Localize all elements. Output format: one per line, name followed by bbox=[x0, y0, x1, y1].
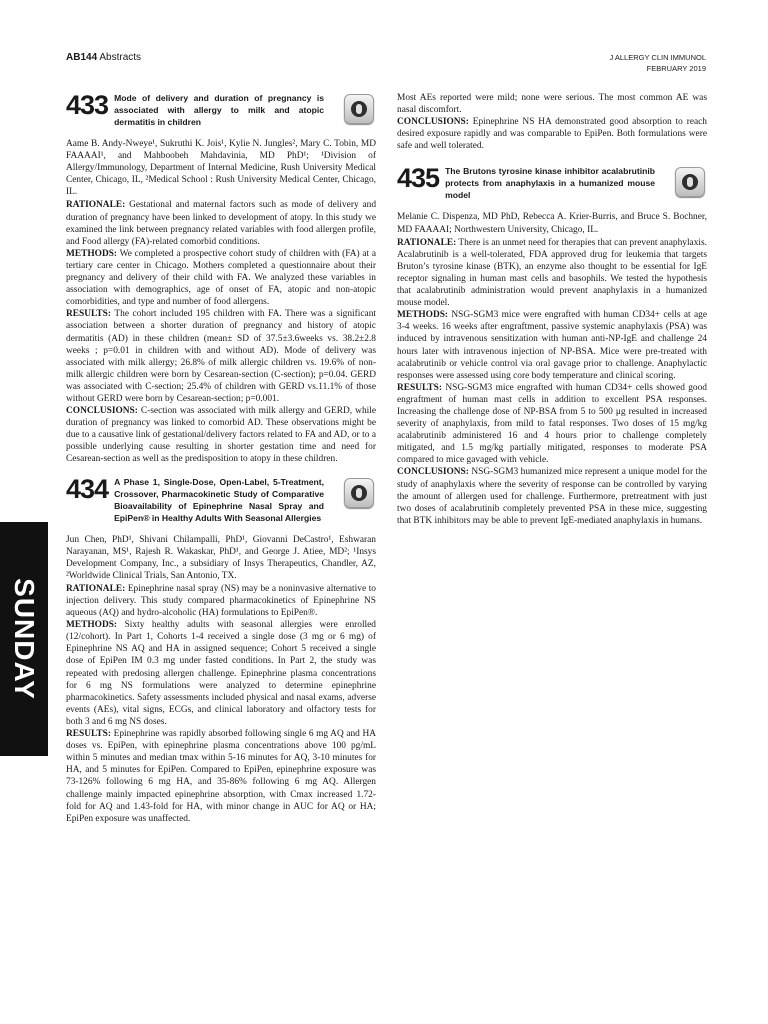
speaker-badge-icon bbox=[344, 478, 374, 508]
journal-name: J ALLERGY CLIN IMMUNOL bbox=[609, 53, 706, 62]
section-text: The cohort included 195 children with FA. There was a significant association between a shorter duration of pregnancy and history of atopic dermatitis (AD) in these children (mean± SD of 37.5±3.6weeks vs. 38.2±2.8 weeks ; p=0.01 in children with and without AD). Mode of delivery was associated with milk allergy; 26.8% of milk allergic children vs. 19.6% of non-milk allergic children were born by Cesarean-section (C-section); p=0.04. GERD was associated with C-section; 25.4% of children with GERD vs.11.1% of those without GERD were born by Cesarean-section; p=0.001. bbox=[66, 309, 376, 404]
section-label: RESULTS: bbox=[397, 382, 442, 393]
rationale-section bbox=[397, 237, 707, 310]
section-text: C-section was associated with milk allergy and GERD, while duration of pregnancy was linked to comorbid AD. These observations might be due to a causative link of gestational/delivery factors related to FA and AD, or to a possible underlying cause resulting in shorter gestation time and need for Cesarean-section as well as the predisposition to atopy in these children. bbox=[66, 406, 376, 465]
conclusions-section bbox=[66, 405, 376, 465]
right-column bbox=[397, 92, 707, 527]
section-text: We completed a prospective cohort study of children with (FA) at a tertiary care center in Chicago. Mothers completed a questionnaire about their pregnancy and delivery of their child with FA. We analyzed these variables in association with demographics, age of onset of FA, atopic and non-atopic comorbidities, and type and number of food allergens. bbox=[66, 248, 376, 308]
section-label: RATIONALE: bbox=[66, 200, 126, 211]
section-label: METHODS: bbox=[66, 620, 118, 631]
abstract-number: 434 bbox=[66, 473, 109, 504]
section-label: CONCLUSIONS: bbox=[397, 117, 469, 128]
abstract-number: 435 bbox=[397, 163, 440, 194]
abstract-title: Mode of delivery and duration of pregnancy is associated with allergy to milk and atopic dermatitis in children bbox=[114, 93, 325, 127]
abstract-434-continued bbox=[397, 92, 707, 152]
section-text: There is an unmet need for therapies that can prevent anaphylaxis. Acalabrutinib is a well-tolerated, FDA approved drug for leukemia that targets Bruton’s tyrosine kinase (BTK), an enzyme also thought to be essential for IgE receptor signaling in human mast cells and basophils. We tested the hypothesis that acalabrutinib administration would prevent anaphylaxis in a humanized mouse model. bbox=[397, 237, 708, 309]
methods-section bbox=[66, 248, 376, 308]
section-text: NSG-SGM3 mice engrafted with human CD34+ cells showed good engraftment of human mast cells in addition to excellent PSA responses. Increasing the challenge dose of NP-BSA from 5 to 500 μg resulted in increased severity of anaphylaxis, from mild to fatal responses. Two doses of 15 mg/kg acalabrutinib administered 16 and 4 hours prior to challenge completely mitigated, and 1.5 mg/kg partially mitigated, responses to moderate PSA compared to mice gavaged with vehicle. bbox=[397, 382, 707, 466]
issue-date: FEBRUARY 2019 bbox=[646, 64, 706, 73]
section-label: METHODS: bbox=[66, 248, 118, 259]
conclusions-section bbox=[397, 116, 707, 152]
results-section bbox=[66, 308, 376, 405]
methods-section bbox=[397, 309, 707, 382]
speaker-badge-icon bbox=[675, 167, 705, 197]
results-section bbox=[397, 382, 707, 467]
abstract-authors: Jun Chen, PhD¹, Shivani Chilampalli, PhD¹, Giovanni DeCastro¹, Eshwaran Narayanan, MS¹, Rajesh R. Wakaskar, PhD¹, and George J. Atiee, MD²; ¹Insys Development Company, Inc., a subsidiary of Insys Therapeutics, Chandler, AZ, ²Worldwide Clinical Trials, San Antonio, TX. bbox=[66, 534, 376, 581]
section-text: Sixty healthy adults with seasonal allergies were enrolled (12/cohort). In Part 1, Cohorts 1-4 received a single dose (3 mg or 6 mg) of Epinephrine NS AQ and HA in assigned sequence; Cohort 5 received a single dose of EpiPen IM 0.3 mg under fasted conditions. In Part 2, the study was repeated with predosing allergen challenge. Epinephrine plasma concentrations for 6 mg NS formulations were analyzed to determine epinephrine pharmacokinetics. Safety assessments included physical and nasal exams, adverse events (AEs), vital signs, ECGs, and clinical laboratory and olfactory tests for both 3 and 6 mg NS doses. bbox=[66, 620, 376, 727]
page-id: AB144 bbox=[66, 52, 98, 63]
section-name: Abstracts bbox=[99, 52, 142, 63]
section-label: RATIONALE: bbox=[397, 237, 457, 248]
section-text: Epinephrine NS HA demonstrated good absorption to reach desired exposure rapidly and was comparable to EpiPen. Both formulations were safe and well tolerated. bbox=[397, 117, 707, 152]
section-label: METHODS: bbox=[397, 310, 449, 321]
results-continued: Most AEs reported were mild; none were serious. The most common AE was nasal discomfort. bbox=[397, 93, 707, 116]
day-side-tab bbox=[0, 522, 48, 756]
abstract-number: 433 bbox=[66, 90, 109, 120]
conclusions-section bbox=[397, 466, 707, 526]
section-label: CONCLUSIONS: bbox=[397, 467, 469, 478]
abstract-title: The Brutons tyrosine kinase inhibitor acalabrutinib protects from anaphylaxis in a humanized mouse model bbox=[445, 166, 656, 201]
day-side-tab-label: SUNDAY bbox=[9, 578, 40, 700]
speaker-badge-icon bbox=[344, 94, 374, 124]
section-text: NSG-SGM3 humanized mice represent a unique model for the study of anaphylaxis where the severity of response can be controlled by varying the amount of allergen used for challenge. Furthermore, pretreatment with just two doses of acalabrutinib completely prevented PSA in these mice, suggesting that BTK inhibitors may be able to prevent IgE-mediated anaphylaxis in humans. bbox=[397, 467, 707, 526]
running-header-left bbox=[66, 52, 141, 63]
abstract-header bbox=[66, 92, 376, 128]
section-label: RATIONALE: bbox=[66, 583, 126, 594]
rationale-section bbox=[66, 199, 376, 247]
results-section bbox=[66, 728, 376, 825]
methods-section bbox=[66, 619, 376, 728]
section-text: Epinephrine nasal spray (NS) may be a noninvasive alternative to injection delivery. This study compared pharmacokinetics of Epinephrine NS aqueous (AQ) and hydro-alcoholic (HA) formulations to EpiPen®. bbox=[66, 583, 376, 619]
abstract-authors: Melanie C. Dispenza, MD PhD, Rebecca A. Krier-Burris, and Bruce S. Bochner, MD FAAAAI; Northwestern University, Chicago, IL. bbox=[397, 212, 707, 235]
rationale-section bbox=[66, 583, 376, 619]
section-text: NSG-SGM3 mice were engrafted with human CD34+ cells at age 3-4 weeks. 16 weeks after engraftment, passive systemic anaphylaxis (PSA) was induced by intravenous sensitization with human anti-NP-IgE and challenge 24 hours later with intravenous injection of NP-BSA. Mice were pre-treated with acalabrutinib or vehicle control via oral gavage prior to challenge. Anaphylactic responses were assessed using core body temperature and clinical scoring. bbox=[397, 310, 707, 381]
abstract-435 bbox=[397, 165, 707, 526]
section-label: CONCLUSIONS: bbox=[66, 406, 138, 417]
abstract-header bbox=[66, 473, 376, 524]
section-text: Epinephrine was rapidly absorbed following single 6 mg AQ and HA doses vs. EpiPen, with epinephrine plasma concentrations above 100 pg/mL within 5 minutes and median tmax within 5-16 minutes for AQ, 3-10 minutes for HA, and 5 minutes for EpiPen. Compared to EpiPen, epinephrine exposure was 73-126% following 6 mg HA, and 35-86% following 6 mg AQ. Allergen challenge mainly impacted epinephrine absorption, with Cmax increased 1.72-fold for AQ and 1.43-fold for HA, with minor change in AUC for AQ or HA; EpiPen exposure was unaffected. bbox=[66, 729, 377, 824]
section-text: Gestational and maternal factors such as mode of delivery and duration of pregnancy have been linked to development of atopy. In this study we examined the link between pregnancy related variables with food allergen profile, and Food allergy (FA)-related comorbid conditions. bbox=[66, 200, 377, 247]
abstract-434 bbox=[66, 473, 377, 825]
abstract-header bbox=[397, 165, 707, 201]
left-column bbox=[66, 92, 376, 825]
abstract-title: A Phase 1, Single-Dose, Open-Label, 5-Treatment, Crossover, Pharmacokinetic Study of Comparative Bioavailability of Epinephrine Nasal Spray and EpiPen® in Healthy Adults With Seasonal Allergies bbox=[114, 476, 325, 523]
abstract-authors: Aame B. Andy-Nweye¹, Sukruthi K. Jois¹, Kylie N. Jungles², Mary C. Tobin, MD FAAAAI¹, and Mahboobeh Mahdavinia, MD PhD¹; ¹Division of Allergy/Immunology, Department of Internal Medicine, Rush University Medical Center, Chicago, IL, ²Medical School : Rush University Medical Center, Chicago, IL. bbox=[66, 139, 376, 198]
section-label: RESULTS: bbox=[66, 729, 111, 740]
running-header-right bbox=[609, 52, 706, 74]
abstract-433 bbox=[66, 92, 376, 466]
section-label: RESULTS: bbox=[66, 309, 111, 320]
